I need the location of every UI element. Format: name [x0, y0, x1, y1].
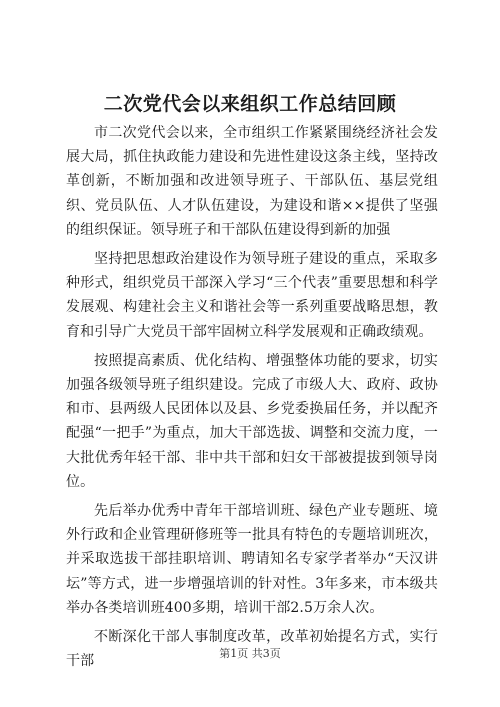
document-body [66, 121, 438, 678]
paragraph: 按照提高素质、优化结构、增强整体功能的要求，切实加强各级领导班子组织建设。完成了市级人大、政府、政协和市、县两级人民团体以及县、乡党委换届任务，并以配齐配强“一把手”为重点，加大干部选拔、调整和交流力度，一大批优秀年轻干部、非中共干部和妇女干部被提拔到领导岗位。 [66, 352, 438, 490]
page-number: 第1页 共3页 [219, 647, 281, 660]
paragraph: 坚持把思想政治建设作为领导班子建设的重点，采取多种形式，组织党员干部深入学习“三个代表”重要思想和科学发展观、构建社会主义和谐社会等一系列重要战略思想，教育和引导广大党员干部牢固树立科学发展观和正确政绩观。 [66, 251, 438, 340]
document-title: 二次党代会以来组织工作总结回顾 [103, 93, 397, 115]
paragraph: 不断深化干部人事制度改革，改革初始提名方式，实行干部 [66, 629, 438, 670]
paragraph: 市二次党代会以来，全市组织工作紧紧围绕经济社会发展大局，抓住执政能力建设和先进性建设这条主线，坚持改革创新，不断加强和改进领导班子、干部队伍、基层党组织、党员队伍、人才队伍建设，为建设和谐××提供了坚强的组织保证。领导班子和干部队伍建设得到新的加强 [66, 125, 438, 238]
paragraph: 先后举办优秀中青年干部培训班、绿色产业专题班、境外行政和企业管理研修班等一批具有特色的专题培训班次，并采取选拔干部挂职培训、聘请知名专家学者举办“天汉讲坛”等方式，进一步增强培训的针对性。3年多来，市本级共举办各类培训班400多期，培训干部2.5万余人次。 [66, 503, 438, 616]
